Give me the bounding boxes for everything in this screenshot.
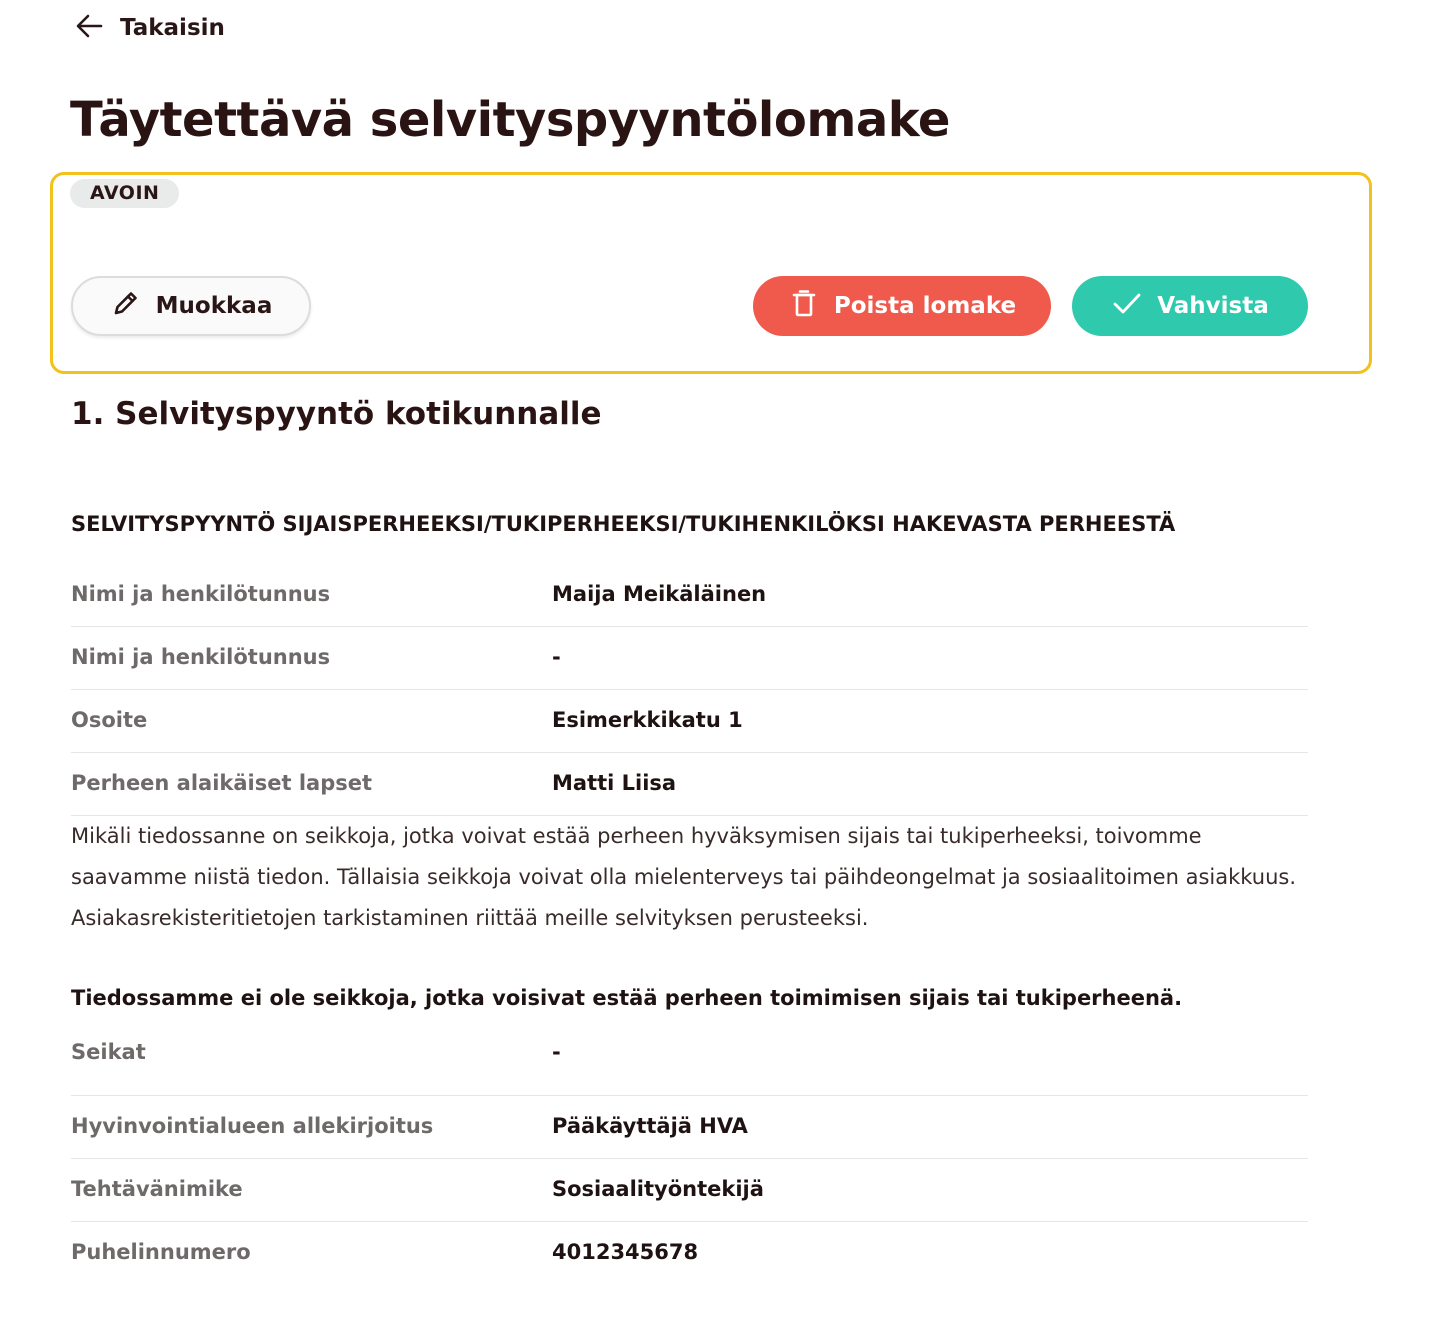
statement-text: Tiedossamme ei ole seikkoja, jotka voisivat estää perheen toimimisen sijais tai tukiperheenä. bbox=[71, 986, 1183, 1010]
info-row bbox=[71, 1222, 1308, 1285]
row-label: Tehtävänimike bbox=[71, 1177, 243, 1201]
info-row bbox=[71, 1022, 1308, 1096]
row-value: 4012345678 bbox=[552, 1240, 699, 1264]
back-link[interactable] bbox=[74, 10, 225, 46]
confirm-button[interactable] bbox=[1072, 276, 1308, 336]
info-row bbox=[71, 1159, 1308, 1222]
row-label: Osoite bbox=[71, 708, 148, 732]
row-value: Esimerkkikatu 1 bbox=[552, 708, 743, 732]
info-row bbox=[71, 690, 1308, 753]
row-value: Maija Meikäläinen bbox=[552, 582, 767, 606]
row-value: Sosiaalityöntekijä bbox=[552, 1177, 764, 1201]
row-label: Hyvinvointialueen allekirjoitus bbox=[71, 1114, 434, 1138]
row-value: Matti Liisa bbox=[552, 771, 677, 795]
pencil-icon bbox=[110, 287, 142, 325]
delete-form-button[interactable] bbox=[753, 276, 1051, 336]
edit-button-label: Muokkaa bbox=[155, 293, 273, 319]
subsection-heading: SELVITYSPYYNTÖ SIJAISPERHEEKSI/TUKIPERHEEKSI/TUKIHENKILÖKSI HAKEVASTA PERHEESTÄ bbox=[71, 512, 1176, 536]
info-paragraph: Mikäli tiedossanne on seikkoja, jotka voivat estää perheen hyväksymisen sijais tai tukiperheeksi, toivomme saavamme niistä tiedon. Tällaisia seikkoja voivat olla mielenterveys tai päihdeongelmat ja sosiaalitoimen asiakkuus. Asiakasrekisteritietojen tarkistaminen riittää meille selvityksen perusteeksi. bbox=[71, 824, 1297, 930]
info-row bbox=[71, 627, 1308, 690]
row-label: Nimi ja henkilötunnus bbox=[71, 645, 331, 669]
action-panel-highlight bbox=[50, 172, 1372, 374]
arrow-left-icon bbox=[74, 10, 106, 46]
delete-form-button-label: Poista lomake bbox=[833, 293, 1017, 319]
row-value: Pääkäyttäjä HVA bbox=[552, 1114, 748, 1138]
trash-icon bbox=[788, 287, 820, 325]
row-label: Seikat bbox=[71, 1040, 146, 1064]
row-label: Nimi ja henkilötunnus bbox=[71, 582, 331, 606]
info-row bbox=[71, 564, 1308, 627]
row-label: Puhelinnumero bbox=[71, 1240, 251, 1264]
confirm-button-label: Vahvista bbox=[1157, 293, 1269, 319]
status-badge: AVOIN bbox=[70, 179, 179, 208]
check-icon bbox=[1111, 287, 1143, 325]
back-label: Takaisin bbox=[120, 15, 225, 41]
row-label: Perheen alaikäiset lapset bbox=[71, 771, 373, 795]
info-row bbox=[71, 753, 1308, 816]
edit-button[interactable] bbox=[71, 276, 311, 336]
page-title: Täytettävä selvityspyyntölomake bbox=[70, 92, 950, 148]
row-value: - bbox=[552, 1040, 561, 1064]
section-title: 1. Selvityspyyntö kotikunnalle bbox=[71, 396, 602, 432]
row-value: - bbox=[552, 645, 561, 669]
info-row bbox=[71, 1096, 1308, 1159]
